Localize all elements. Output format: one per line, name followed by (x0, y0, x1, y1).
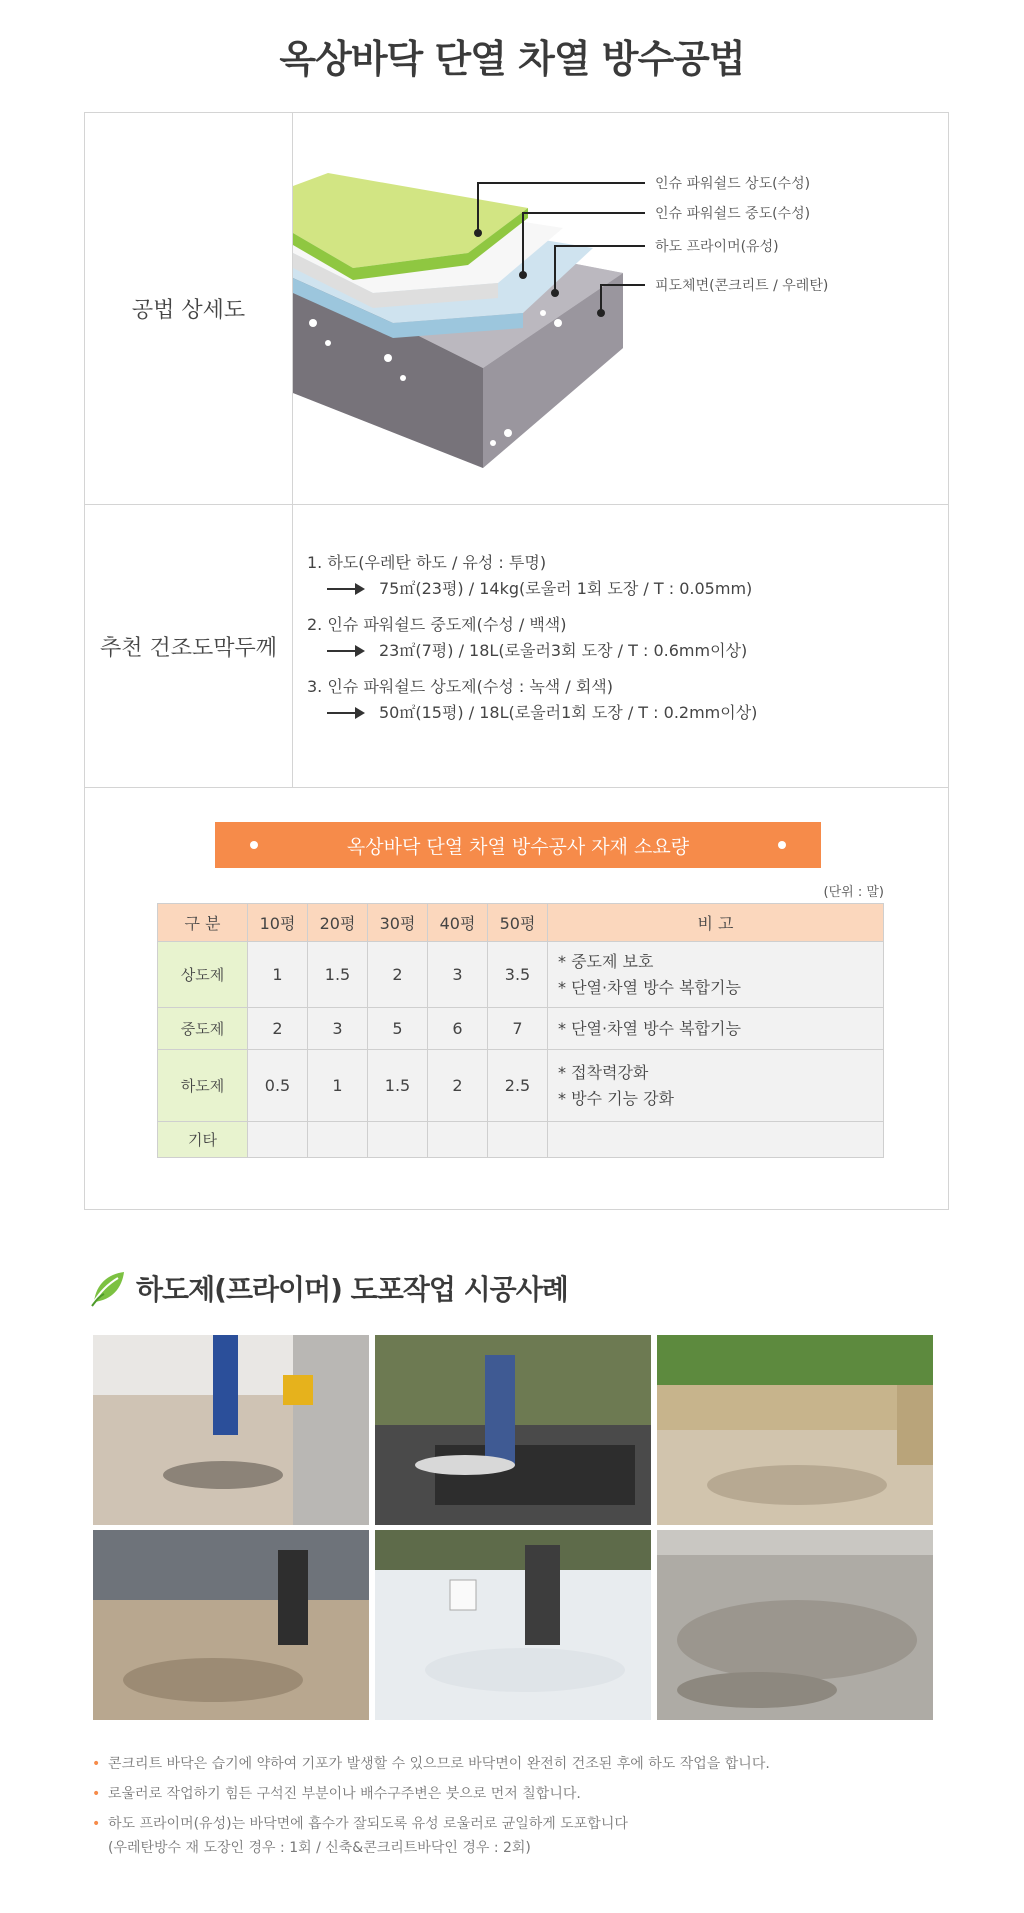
spec-item (307, 612, 757, 664)
table-cell: 2 (248, 1008, 308, 1050)
table-row (158, 1050, 884, 1122)
spec-head: 3. 인슈 파워쉴드 상도제(수성 : 녹색 / 회색) (307, 677, 613, 696)
layer-diagram (293, 113, 948, 505)
case-photo (657, 1335, 933, 1525)
case-photo (375, 1335, 651, 1525)
table-header: 50평 (488, 904, 548, 942)
table-note (548, 1050, 884, 1122)
note-text: • 하도 프라이머(유성)는 바닥면에 흡수가 잘되도록 유성 로울러로 균일하게 도포합니다 (108, 1816, 628, 1832)
detail-row (85, 113, 948, 505)
row-header: 하도제 (158, 1050, 248, 1122)
arrow-right-icon (327, 582, 365, 596)
table-cell: 3.5 (488, 942, 548, 1008)
note-line: * 방수 기능 강화 (558, 1088, 674, 1108)
dot-icon (778, 841, 786, 849)
quantity-table (157, 903, 884, 1158)
dot-icon (250, 841, 258, 849)
row-header: 기타 (158, 1122, 248, 1158)
note-line: * 접착력강화 (558, 1062, 649, 1082)
arrow-right-icon (327, 644, 365, 658)
table-note (548, 942, 884, 1008)
table-cell (248, 1122, 308, 1158)
table-cell: 2 (428, 1050, 488, 1122)
case-section-title (90, 1268, 568, 1308)
spec-head: 1. 하도(우레탄 하도 / 유성 : 투명) (307, 553, 547, 572)
thickness-row (85, 505, 948, 788)
table-header: 10평 (248, 904, 308, 942)
notes-list (92, 1752, 770, 1866)
note-line: * 단열·차열 방수 복합기능 (558, 1018, 741, 1038)
spec-head: 2. 인슈 파워쉴드 중도제(수성 / 백색) (307, 615, 567, 634)
table-cell: 1 (248, 942, 308, 1008)
quantity-table-title (215, 822, 821, 868)
note-line: * 단열·차열 방수 복합기능 (558, 977, 741, 997)
table-cell (488, 1122, 548, 1158)
page-title: 옥상바닥 단열 차열 방수공법 (279, 37, 745, 81)
case-photo (93, 1335, 369, 1525)
case-section-heading: 하도제(프라이머) 도포작업 시공사례 (136, 1273, 568, 1306)
note-item: • 콘크리트 바닥은 습기에 약하여 기포가 발생할 수 있으므로 바닥면이 완전히 건조된 후에 하도 작업을 합니다. (92, 1752, 770, 1776)
note-item: • 로울러로 작업하기 힘든 구석진 부분이나 배수구주변은 붓으로 먼저 칠합니다. (92, 1782, 770, 1806)
thickness-label: 추천 건조도막두께 (85, 505, 293, 787)
table-row (158, 1008, 884, 1050)
table-cell: 6 (428, 1008, 488, 1050)
case-photo (93, 1530, 369, 1720)
table-row (158, 1122, 884, 1158)
table-note (548, 1122, 884, 1158)
table-cell: 7 (488, 1008, 548, 1050)
note-line: * 중도제 보호 (558, 951, 654, 971)
table-header: 20평 (308, 904, 368, 942)
table-cell: 2.5 (488, 1050, 548, 1122)
spec-detail: 50㎡(15평) / 18L(로울러1회 도장 / T : 0.2mm이상) (379, 703, 758, 722)
table-cell (308, 1122, 368, 1158)
table-header: 40평 (428, 904, 488, 942)
table-row (158, 942, 884, 1008)
table-cell (368, 1122, 428, 1158)
detail-label: 공법 상세도 (85, 113, 293, 504)
spec-item (307, 674, 757, 726)
table-note (548, 1008, 884, 1050)
table-cell: 2 (368, 942, 428, 1008)
table-header: 30평 (368, 904, 428, 942)
spec-detail: 23㎡(7평) / 18L(로울러3회 도장 / T : 0.6mm이상) (379, 641, 748, 660)
table-cell: 1.5 (368, 1050, 428, 1122)
case-photo (375, 1530, 651, 1720)
table-cell: 0.5 (248, 1050, 308, 1122)
layer-label-substrate: 피도체면(콘크리트 / 우레탄) (655, 278, 829, 294)
spec-detail: 75㎡(23평) / 14kg(로울러 1회 도장 / T : 0.05mm) (379, 579, 753, 598)
table-cell: 1 (308, 1050, 368, 1122)
row-header: 중도제 (158, 1008, 248, 1050)
table-cell: 1.5 (308, 942, 368, 1008)
thickness-list (307, 550, 757, 736)
layer-diagram-illustration (293, 113, 948, 505)
note-text: (우레탄방수 재 도장인 경우 : 1회 / 신축&콘크리트바닥인 경우 : 2회) (108, 1840, 531, 1856)
row-header: 상도제 (158, 942, 248, 1008)
table-cell: 3 (308, 1008, 368, 1050)
leaf-icon (90, 1268, 128, 1308)
layer-label-primer: 하도 프라이머(유성) (655, 239, 779, 255)
quantity-table-title-text: 옥상바닥 단열 차열 방수공사 자재 소요량 (346, 835, 690, 858)
unit-label: (단위 : 말) (823, 885, 884, 900)
case-photo (657, 1530, 933, 1720)
table-header: 비 고 (548, 904, 884, 942)
table-cell (428, 1122, 488, 1158)
table-header: 구 분 (158, 904, 248, 942)
layer-label-mid: 인슈 파워쉴드 중도(수성) (655, 206, 811, 222)
table-cell: 5 (368, 1008, 428, 1050)
arrow-right-icon (327, 706, 365, 720)
layer-label-top: 인슈 파워쉴드 상도(수성) (655, 176, 811, 192)
spec-item (307, 550, 757, 602)
table-cell: 3 (428, 942, 488, 1008)
note-item (92, 1812, 770, 1860)
